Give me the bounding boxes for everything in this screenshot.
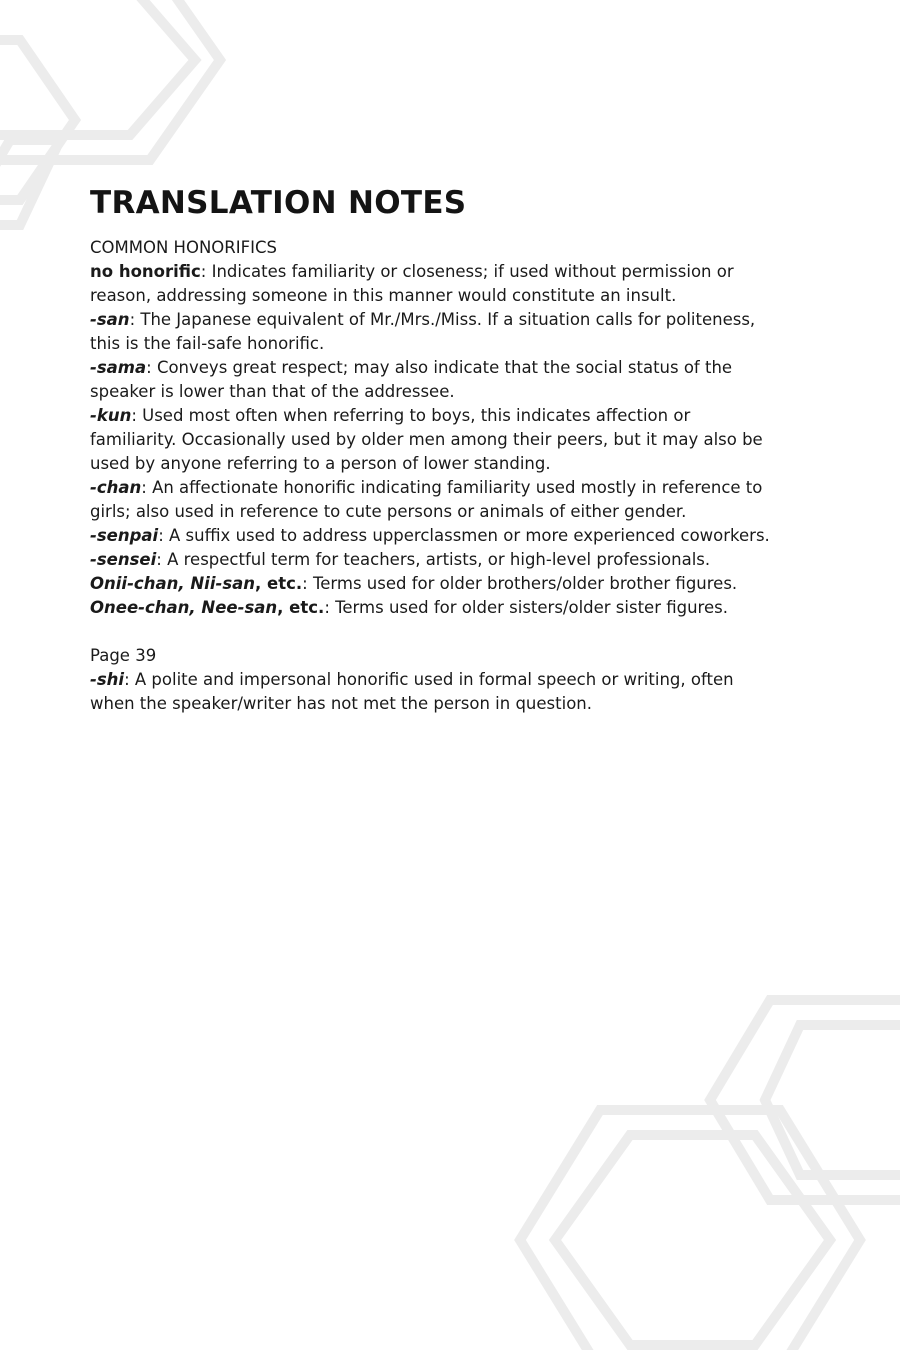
section-heading: COMMON HONORIFICS xyxy=(90,238,277,257)
note-item xyxy=(90,356,770,404)
note-text: : Terms used for older sisters/older sister figures. xyxy=(324,598,728,617)
note-term: Onii-chan, Nii-san xyxy=(90,574,256,593)
note-item xyxy=(90,404,770,476)
note-text: : The Japanese equivalent of Mr./Mrs./Miss. If a situation calls for politeness, this is the fail-safe honorific. xyxy=(90,310,756,353)
note-term: -san xyxy=(90,310,130,329)
note-term-suffix: , etc. xyxy=(277,598,325,617)
note-item xyxy=(90,572,770,596)
note-term: -sama xyxy=(90,358,147,377)
page-title: TRANSLATION NOTES xyxy=(90,185,467,221)
note-text: : An affectionate honorific indicating familiarity used mostly in reference to girls; also used in reference to cute persons or animals of either gender. xyxy=(90,478,763,521)
note-text: : Indicates familiarity or closeness; if used without permission or reason, addressing someone in this manner would constitute an insult. xyxy=(90,262,734,305)
note-term: -senpai xyxy=(90,526,159,545)
note-item xyxy=(90,308,770,356)
note-text: : A respectful term for teachers, artists, or high-level professionals. xyxy=(156,550,711,569)
note-item xyxy=(90,548,770,572)
note-term: -kun xyxy=(90,406,132,425)
note-text: : Used most often when referring to boys, this indicates affection or familiarity. Occasionally used by older men among their peers, but it may also be used by anyone referring to a person of lower standing. xyxy=(90,406,763,473)
note-text: : A polite and impersonal honorific used in formal speech or writing, often when the speaker/writer has not met the person in question. xyxy=(90,670,734,713)
note-text: : Terms used for older brothers/older brother figures. xyxy=(302,574,738,593)
note-item xyxy=(90,596,770,620)
note-term: -shi xyxy=(90,670,125,689)
note-term: -sensei xyxy=(90,550,157,569)
note-term: no honorific xyxy=(90,262,201,281)
note-item xyxy=(90,476,770,524)
page-reference: Page 39 xyxy=(90,646,157,665)
translation-notes xyxy=(90,184,770,716)
note-text: : Conveys great respect; may also indicate that the social status of the speaker is lower than that of the addressee. xyxy=(90,358,733,401)
note-item xyxy=(90,668,770,716)
note-item xyxy=(90,260,770,308)
note-term: -chan xyxy=(90,478,142,497)
note-term: Onee-chan, Nee-san xyxy=(90,598,278,617)
note-term-suffix: , etc. xyxy=(255,574,303,593)
note-text: : A suffix used to address upperclassmen or more experienced coworkers. xyxy=(158,526,770,545)
spacer xyxy=(90,620,770,644)
note-item xyxy=(90,524,770,548)
